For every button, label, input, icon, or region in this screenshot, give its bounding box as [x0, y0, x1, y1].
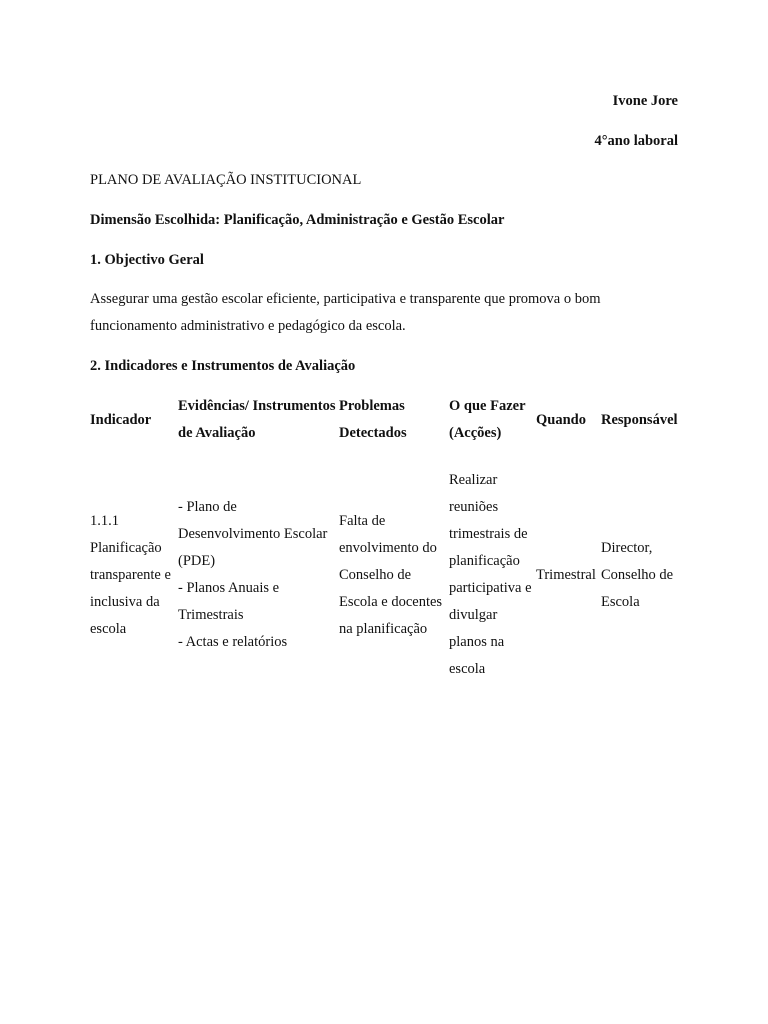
section-1-text: Assegurar uma gestão escolar eficiente, participativa e transparente que promova o bom funcionamento administrativo e pedagógico da escola. — [90, 291, 601, 334]
document-title: PLANO DE AVALIAÇÃO INSTITUCIONAL — [90, 172, 362, 188]
header-indicator: Indicador — [90, 411, 152, 428]
evaluation-table — [90, 393, 691, 683]
section-1-heading: 1. Objectivo Geral — [90, 252, 204, 268]
header-problems: Problemas Detectados — [339, 398, 407, 441]
cell-evidence: - Plano de Desenvolvimento Escolar (PDE) - Planos Anuais e Trimestrais - Actas e relatórios — [178, 499, 328, 650]
header-actions: O que Fazer (Acções) — [449, 398, 526, 441]
header-responsible: Responsável — [601, 411, 678, 428]
table-header-row — [90, 393, 691, 457]
table-row — [90, 457, 691, 683]
cell-problems: Falta de envolvimento do Conselho de Escola e docentes na planificação — [339, 512, 443, 637]
author-name: Ivone Jore — [612, 93, 678, 109]
header-evidence: Evidências/ Instrumentos de Avaliação — [178, 398, 336, 441]
cell-responsible: Director, Conselho de Escola — [601, 539, 674, 610]
header-when: Quando — [536, 411, 586, 428]
dimension-heading: Dimensão Escolhida: Planificação, Administração e Gestão Escolar — [90, 212, 505, 228]
cell-when: Trimestral — [536, 566, 596, 583]
cell-actions: Realizar reuniões trimestrais de planificação participativa e divulgar planos na escola — [449, 472, 532, 677]
cell-indicator: 1.1.1 Planificação transparente e inclusiva da escola — [90, 512, 171, 637]
class-label: 4°ano laboral — [594, 133, 678, 149]
section-2-heading: 2. Indicadores e Instrumentos de Avaliação — [90, 358, 356, 374]
